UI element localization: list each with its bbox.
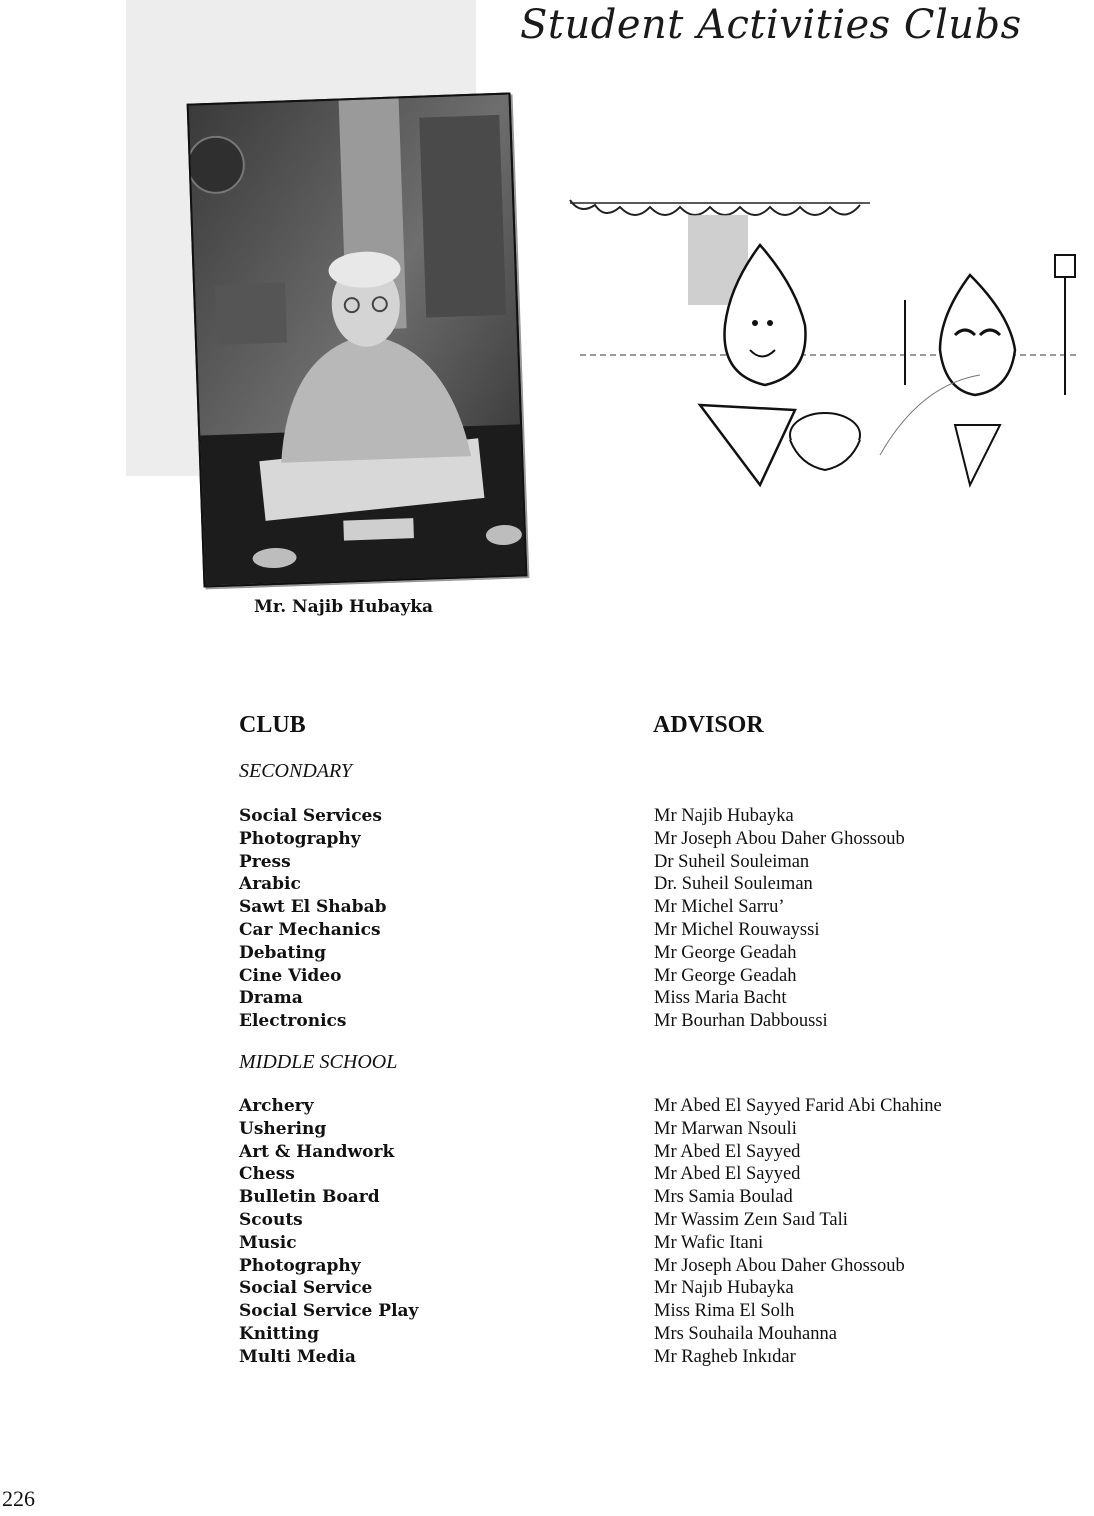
advisor-name: Mr Wassim Zeın Saıd Tali xyxy=(654,1209,848,1230)
advisor-name: Mr Abed El Sayyed xyxy=(654,1164,801,1185)
club-name: Sawt El Shabab xyxy=(239,897,387,918)
club-name: Cine Video xyxy=(239,965,342,986)
advisor-name: Mr Abed El Sayyed xyxy=(654,1141,801,1162)
middle-school-club-list xyxy=(239,1095,418,1369)
advisor-name: Mr Michel Rouwayssi xyxy=(654,919,820,940)
page-title: Student Activities Clubs xyxy=(520,2,1022,48)
advisor-name: Mr Najib Hubayka xyxy=(654,806,794,826)
advisor-name: Miss Rima El Solh xyxy=(654,1301,795,1322)
advisor-column-header: ADVISOR xyxy=(653,712,764,738)
portrait-photo xyxy=(187,92,528,587)
advisor-name: Dr. Suheil Souleıman xyxy=(654,874,813,895)
secondary-advisor-list xyxy=(654,805,905,1033)
club-name: Ushering xyxy=(239,1118,327,1139)
club-name: Scouts xyxy=(239,1209,303,1230)
club-name: Social Service xyxy=(239,1278,373,1299)
club-name: Photography xyxy=(239,1255,361,1276)
advisor-name: Mr Ragheb Inkıdar xyxy=(654,1346,796,1367)
advisor-name: Mrs Souhaila Mouhanna xyxy=(654,1323,837,1344)
club-name: Multi Media xyxy=(239,1346,356,1367)
section-heading-secondary: SECONDARY xyxy=(239,760,352,782)
advisor-name: Mr George Geadah xyxy=(654,942,797,963)
cartoon-illustration xyxy=(560,185,1090,495)
secondary-club-list xyxy=(239,805,386,1033)
advisor-name: Mrs Samia Boulad xyxy=(654,1187,793,1208)
advisor-name: Mr Bourhan Dabboussi xyxy=(654,1011,828,1032)
section-heading-middle-school: MIDDLE SCHOOL xyxy=(239,1051,398,1073)
club-name: Archery xyxy=(239,1096,314,1116)
club-name: Art & Handwork xyxy=(239,1141,395,1162)
club-name: Electronics xyxy=(239,1011,347,1032)
advisor-name: Miss Maria Bacht xyxy=(654,988,787,1009)
advisor-name: Mr Najıb Hubayka xyxy=(654,1278,794,1299)
club-name: Bulletin Board xyxy=(239,1187,380,1208)
advisor-name: Mr Abed El Sayyed Farid Abi Chahine xyxy=(654,1096,942,1116)
advisor-name: Mr Marwan Nsouli xyxy=(654,1118,797,1139)
club-name: Social Services xyxy=(239,806,382,826)
advisor-name: Mr Michel Sarru’ xyxy=(654,897,785,918)
club-column-header: CLUB xyxy=(239,712,306,738)
advisor-name: Mr Joseph Abou Daher Ghossoub xyxy=(654,1255,905,1276)
club-name: Drama xyxy=(239,988,303,1009)
advisor-name: Mr Joseph Abou Daher Ghossoub xyxy=(654,828,905,849)
club-name: Press xyxy=(239,851,291,872)
club-name: Arabic xyxy=(239,874,301,895)
club-name: Photography xyxy=(239,828,361,849)
club-name: Knitting xyxy=(239,1323,320,1344)
advisor-name: Dr Suheil Souleiman xyxy=(654,851,810,872)
middle-school-advisor-list xyxy=(654,1095,942,1369)
club-name: Chess xyxy=(239,1164,295,1185)
club-name: Music xyxy=(239,1232,297,1253)
page-number: 226 xyxy=(2,1486,35,1511)
club-name: Debating xyxy=(239,942,327,963)
advisor-name: Mr Wafic Itani xyxy=(654,1232,764,1253)
advisor-name: Mr George Geadah xyxy=(654,965,797,986)
club-name: Car Mechanics xyxy=(239,919,381,940)
photo-caption: Mr. Najib Hubayka xyxy=(254,597,434,617)
club-name: Social Service Play xyxy=(239,1301,419,1322)
